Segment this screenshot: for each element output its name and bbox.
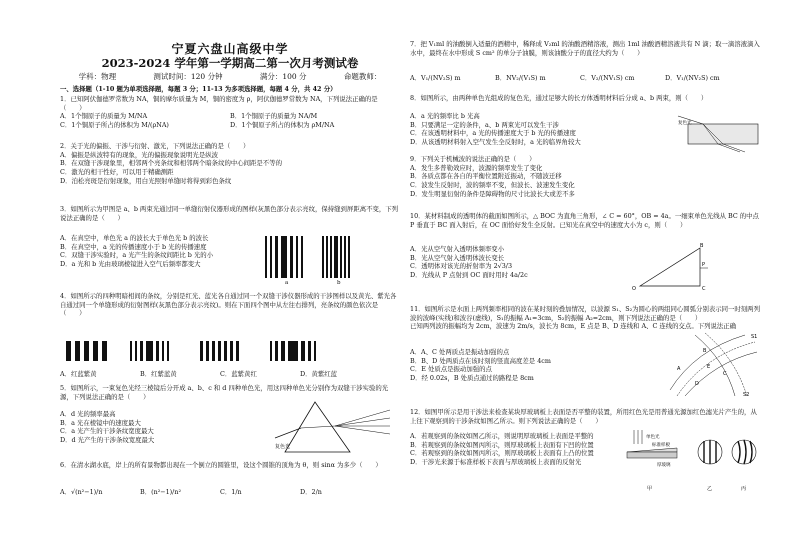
question-4-options: [60, 370, 380, 379]
glass-label: 复色光: [678, 121, 692, 126]
option-d: D．2/n: [300, 488, 322, 496]
option-c: C．E 处质点是振动加强的点: [410, 365, 492, 374]
option-c: C．透明体对该光的折射率为 2√3/3: [410, 262, 513, 271]
question-11: [410, 305, 760, 331]
option-b: B．红紫蓝黄: [140, 370, 177, 378]
option-d: D．d 光产生的干涉条纹宽度最大: [60, 435, 155, 444]
option-b: B．(n²−1)/n²: [140, 488, 182, 496]
option-b: B．若观察到的条纹如图丙所示，则厚玻璃板上表面有下凹的位置: [410, 440, 594, 449]
option-c: C．a 光产生的干涉条纹宽度最大: [60, 427, 154, 436]
option-c: C．蓝紫黄红: [220, 370, 257, 378]
option-c: C．1个铜原子所占的体积为 M/(ρNA): [60, 120, 169, 129]
option-d: D．黄紫红蓝: [300, 370, 338, 378]
fringe-pattern-1: [66, 341, 107, 361]
prism-diagram: [275, 400, 395, 455]
option-d: D．a 光和 b 光由玻璃棱镜进入空气后频率都变大: [60, 259, 201, 268]
fringe-pattern-2: [130, 341, 169, 361]
label-b: b: [337, 280, 341, 286]
question-11-options: [410, 348, 660, 383]
question-3-options: [60, 234, 260, 269]
label-s1: S1: [751, 334, 758, 340]
question-10: [410, 212, 760, 229]
label-o: O: [632, 286, 636, 292]
fringe-pattern-4: [270, 341, 316, 361]
question-stem: 6．在清水湖水底，岸上的所有景物都出现在一个倒立的圆锥里，设这个圆锥的顶角为 θ，则 sinα 为多少（ ）: [60, 461, 382, 469]
option-a: A．光从空气射入透明体频率变小: [410, 245, 505, 253]
option-d: D．泊松亮斑是衍射现象，用白光照射单缝时将得到彩色条纹: [60, 176, 232, 185]
option-d: D．光线从 P 点射到 OC 面时用时 4a/2c: [410, 270, 528, 279]
option-a: A．在真空中，单色光 a 的波长大于单色光 b 的波长: [60, 234, 209, 242]
label-a: A: [677, 366, 681, 372]
question-9: [410, 155, 760, 198]
label-b: B: [703, 348, 707, 354]
glass-label: 厚玻璃: [657, 463, 671, 468]
label-c: C: [702, 286, 706, 292]
option-a: A．d 光的频率最高: [60, 410, 116, 418]
label-b: B: [700, 243, 704, 249]
label-a: a: [285, 280, 289, 286]
option-a: A．偏振是纵波特有的现象，光的偏振现象说明光是纵波: [60, 150, 218, 159]
diffraction-pattern-b: [322, 236, 350, 278]
question-8-options: [410, 112, 675, 147]
question-stem: 4．如图所示的四种明暗相间的条纹，分别是红光、蓝光各自通过同一个双缝干涉仪器形成的干涉图样以及黄光、紫光各自通过同一个单缝形成的衍射图样(灰黑色部分表示亮纹)。则在下面四个图中从左往右排列，亮条纹的颜色依次是（ ）: [60, 292, 397, 318]
option-b: B．只要满足一定的条件，a、b 两束光可以发生干涉: [410, 120, 559, 129]
question-stem: 11．如图所示是水面上两列频率相同的波在某时刻的叠加情况，以波源 S₁、S₂为圆心的两组同心圆弧分别表示同一时刻两列波的波峰(实线)和波谷(虚线)，S₁的振幅 A₁=3cm，S₂的振幅 A₂=2cm，则下列说法正确的是（ ）: [410, 305, 760, 322]
question-stem: 5．如图所示，一束复色光经三棱镜后分开成 a、b、c 和 d 四种单色光，用这四种单色光分别作为双缝干涉实验的光源，下列说法正确的是（ ）: [60, 384, 389, 401]
question-8: [410, 94, 760, 103]
wave-interference-diagram: [665, 330, 760, 398]
question-stem: 12．如图甲所示是用干涉法来检查某块厚玻璃板上表面是否平整的装置，所用红色光是用普通光源加红色滤光片产生的，从上往下观察到的干涉条纹如图乙所示。则下列说法正确的是（ ）: [410, 408, 757, 425]
option-a: A．√(n²−1)/n: [60, 488, 103, 496]
fig-bing: 丙: [741, 486, 747, 492]
option-b: B．各质点都在各自的平衡位置附近振动，不随波迁移: [410, 172, 562, 181]
option-b: B．a 光在棱镜中的速度最大: [60, 418, 141, 427]
option-a: A．a 光的频率比 b 光高: [410, 112, 480, 120]
option-a: A．红蓝紫黄: [60, 370, 97, 378]
section-heading: 一、选择题（1-10 题为单项选择题，每题 3 分；11-13 为多项选择题，每题 4 分，共 42 分）: [60, 85, 337, 93]
interference-setup-diagram: [622, 430, 762, 498]
fig-yi: 乙: [707, 486, 713, 492]
question-7-options: [410, 74, 750, 83]
question-stem: 10．某材料制成的透明体的截面如图所示，△ BOC 为直角三角形，∠ C = 60°，OB = 4a。一细束单色光线从 BC 的中点 P 垂直于 BC 面入射后，在 OC 面恰好发生全反射。已知光在真空中的速度大小为 c，则（ ）: [410, 212, 759, 229]
option-c: C．激光的相干性好，可以用于精确测距: [60, 167, 174, 176]
question-stem: 3．如图所示为甲图是 a、b 两束光通过同一单缝衍射仪器形成的图样(灰黑色部分表示亮纹，保持缝到屏距离不变，下列说法正确的是（ ）: [60, 205, 399, 222]
option-b: B．光从空气射入透明体波长变长: [410, 253, 505, 262]
option-d: D．干涉光来源于标准样板下表面与厚玻璃板上表面的反射光: [410, 457, 582, 466]
exam-title: 2023-2024 学年第一学期高二第一次月考测试卷: [101, 56, 359, 70]
option-a: A．A、C 处两质点是振动加强的点: [410, 348, 510, 356]
question-6-options: [60, 488, 380, 497]
option-a: A．若观察到的条纹如图乙所示，则说明厚玻璃板上表面是平整的: [410, 432, 594, 440]
question-stem: 1．已知阿伏伽德罗常数为 NA，铜的摩尔质量为 M，铜的密度为 ρ，阿伏伽德罗常数为 NA，下列说法正确的是（ ）: [60, 95, 378, 112]
label-s2: S2: [743, 392, 750, 398]
school-title: 宁夏六盘山高级中学: [171, 42, 289, 56]
diffraction-pattern-a: [265, 236, 303, 278]
option-a: A．V₁/(NV₂S) m: [410, 74, 461, 82]
prism-label: 复色光: [275, 444, 291, 450]
question-stem: 9．下列关于机械波的说法正确的是（ ）: [410, 155, 536, 163]
time-label: 测试时间：120 分钟: [153, 72, 223, 81]
sample-label: 标准样板: [652, 443, 670, 448]
question-2: [60, 142, 400, 185]
question-stem: 2．关于光的偏振、干涉与衍射、激光，下列说法正确的是（ ）: [60, 142, 250, 150]
option-d: D．发生明显衍射的条件是障碍物的尺寸比波长大或差不多: [410, 189, 575, 198]
subject-label: 学科：物理: [78, 72, 117, 81]
question-6: [60, 461, 400, 470]
option-c: C．在该透明材料中，a 光的传播速度大于 b 光的传播速度: [410, 129, 576, 138]
option-b: B．NV₂/(V₁S) m: [495, 74, 546, 82]
option-b: B．B、D 处两质点在该时刻的竖直高度差是 4cm: [410, 356, 551, 365]
option-d: D．1个铜原子所占的体积为 ρM/NA: [230, 120, 335, 129]
option-c: C．1/n: [220, 488, 242, 496]
question-5: [60, 384, 400, 401]
option-a: A．1个铜原子的质量为 M/NA: [60, 112, 148, 121]
option-b: B．1个铜原子的质量为 NA/M: [230, 112, 318, 121]
option-c: C．若观察到的条纹如图丙所示，则厚玻璃板上表面有上凸的位置: [410, 449, 594, 458]
fringe-pattern-3: [200, 341, 239, 361]
question-5-options: [60, 410, 260, 445]
question-1: [60, 95, 400, 130]
label-d: D: [695, 381, 699, 387]
question-12-options: [410, 432, 625, 467]
question-12: [410, 408, 760, 425]
fig-jia: 甲: [647, 486, 653, 492]
label-c: C: [723, 371, 727, 377]
score-label: 满分：100 分: [259, 72, 307, 81]
label-p: P: [702, 262, 706, 268]
question-stem-continued: 已知两列波的振幅均为 2cm，波速为 2m/s，波长为 8cm，E 点是 B、D 连线和 A、C 连线的交点。下列说法正确: [410, 322, 737, 331]
option-d: D．从该透明材料射入空气发生全反射时，a 光的临界角较大: [410, 137, 581, 146]
option-d: D．V₁/(NV₂S) cm: [665, 74, 720, 82]
option-c: C．双缝干涉实验时，a 光产生的条纹间距比 b 光的小: [60, 251, 214, 260]
option-c: C．波发生反射时，波的频率不变，但波长、波速发生变化: [410, 180, 575, 189]
question-7: [410, 40, 760, 57]
question-3: [60, 205, 400, 222]
question-stem: 7．把 V₁ml 的油酸倒入适量的酒精中，稀释成 V₂ml 的油酸酒精溶液，测出 1ml 油酸酒精溶液共有 N 滴；取一滴溶液滴入水中，最终在水中形成 S cm² 的单分子油膜，则该油酸分子的直径大约为（ ）: [410, 40, 760, 57]
option-d: D．经 0.02s，B 处质点通过的路程是 8cm: [410, 373, 534, 382]
exam-info: [60, 71, 400, 82]
triangle-diagram: [630, 242, 710, 292]
glass-block-diagram: [678, 114, 760, 154]
author-label: 命题教师：: [343, 72, 382, 81]
light-label: 单色光: [646, 435, 660, 440]
question-10-options: [410, 245, 625, 280]
option-b: B．在双缝干涉现象里，相邻两个亮条纹和相邻两个暗条纹的中心间距是不等的: [60, 159, 282, 168]
question-stem: 8．如图所示，由两种单色光组成的复色光，通过足够大的长方体透明材料后分成 a、b 两束，则（ ）: [410, 94, 708, 102]
option-a: A．发生多普勒效应时，波源的频率发生了变化: [410, 163, 543, 172]
question-4: [60, 292, 400, 318]
label-e: E: [707, 364, 711, 370]
option-c: C．V₂/(NV₁S) cm: [580, 74, 635, 82]
option-b: B．在真空中，a 光的传播速度小于 b 光的传播速度: [60, 242, 207, 251]
